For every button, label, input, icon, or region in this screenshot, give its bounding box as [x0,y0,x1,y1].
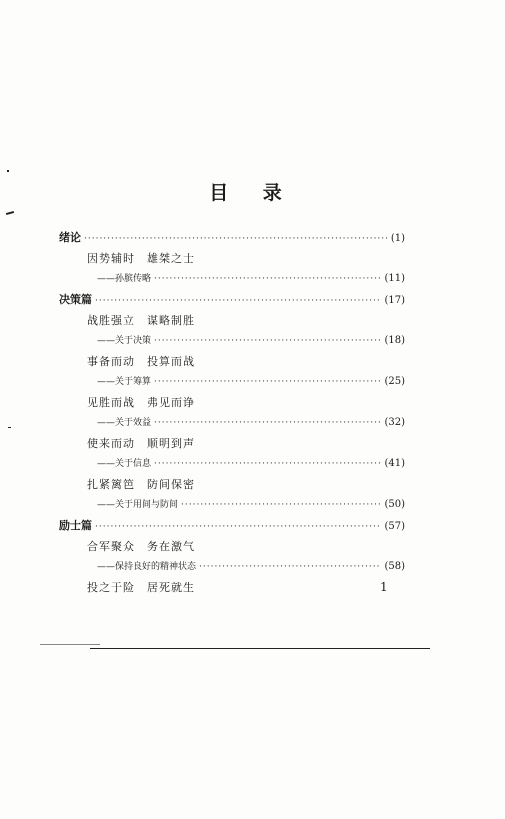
leader-dots [84,235,388,244]
toc-label: ——关于决策 [97,336,152,346]
toc-entry [59,479,405,500]
toc-entry [59,459,405,479]
toc-label: ——关于效益 [97,418,152,428]
toc-entry [59,377,405,397]
leader-dots [181,501,381,510]
scan-artifact-line [40,644,100,645]
toc-label: 合军聚众 务在激气 [87,540,195,553]
toc-entry [59,582,405,603]
toc-page: (25) [384,376,405,387]
scan-artifact-mark [7,170,9,172]
scan-artifact-mark [8,427,11,428]
toc-page: (57) [384,521,405,532]
toc-page: (58) [384,561,405,572]
toc-entry [59,356,405,377]
table-of-contents [59,232,405,603]
toc-label: 投之于险 居死就生 [87,581,195,594]
toc-entry [59,418,405,438]
toc-page: (11) [384,273,405,284]
leader-dots [199,563,381,572]
bottom-rule [90,648,430,649]
leader-dots [154,275,381,284]
toc-entry [59,397,405,418]
toc-label: 扎紧篱笆 防间保密 [87,478,195,491]
leader-dots [154,378,381,387]
toc-label: ——关于筹算 [97,377,152,387]
toc-label: ——关于信息 [97,459,152,469]
scan-artifact-mark [6,211,14,215]
toc-label: 战胜强立 谋略制胜 [87,314,195,327]
toc-page: (50) [384,499,405,510]
toc-label: 见胜而战 弗见而诤 [87,396,195,409]
leader-dots [154,460,381,469]
toc-entry [59,253,405,274]
toc-entry [59,336,405,356]
toc-label: ——保持良好的精神状态 [97,562,197,572]
toc-page: (17) [384,295,405,306]
toc-entry [59,500,405,520]
toc-page: (1) [390,233,405,244]
leader-dots [154,419,381,428]
toc-label: 绪论 [59,231,81,244]
toc-label: 决策篇 [59,293,92,306]
page-title: 目 录 [209,182,296,204]
toc-page: (32) [384,417,405,428]
toc-label: 因势辅时 雄桀之士 [87,252,195,265]
toc-entry [59,232,405,253]
toc-label: 事备而动 投算而战 [87,355,195,368]
leader-dots [95,297,381,306]
page-number: 1 [380,580,388,594]
leader-dots [154,337,381,346]
toc-label: ——孙膑传略 [97,274,152,284]
toc-entry [59,541,405,562]
toc-page: (41) [384,458,405,469]
toc-label: ——关于用间与防间 [97,500,179,510]
toc-entry [59,562,405,582]
toc-entry [59,315,405,336]
toc-entry [59,294,405,315]
toc-label: 励士篇 [59,519,92,532]
toc-entry [59,520,405,541]
toc-entry [59,274,405,294]
leader-dots [95,523,381,532]
toc-entry [59,438,405,459]
toc-page: (18) [384,335,405,346]
toc-label: 使来而动 顺明到声 [87,437,195,450]
